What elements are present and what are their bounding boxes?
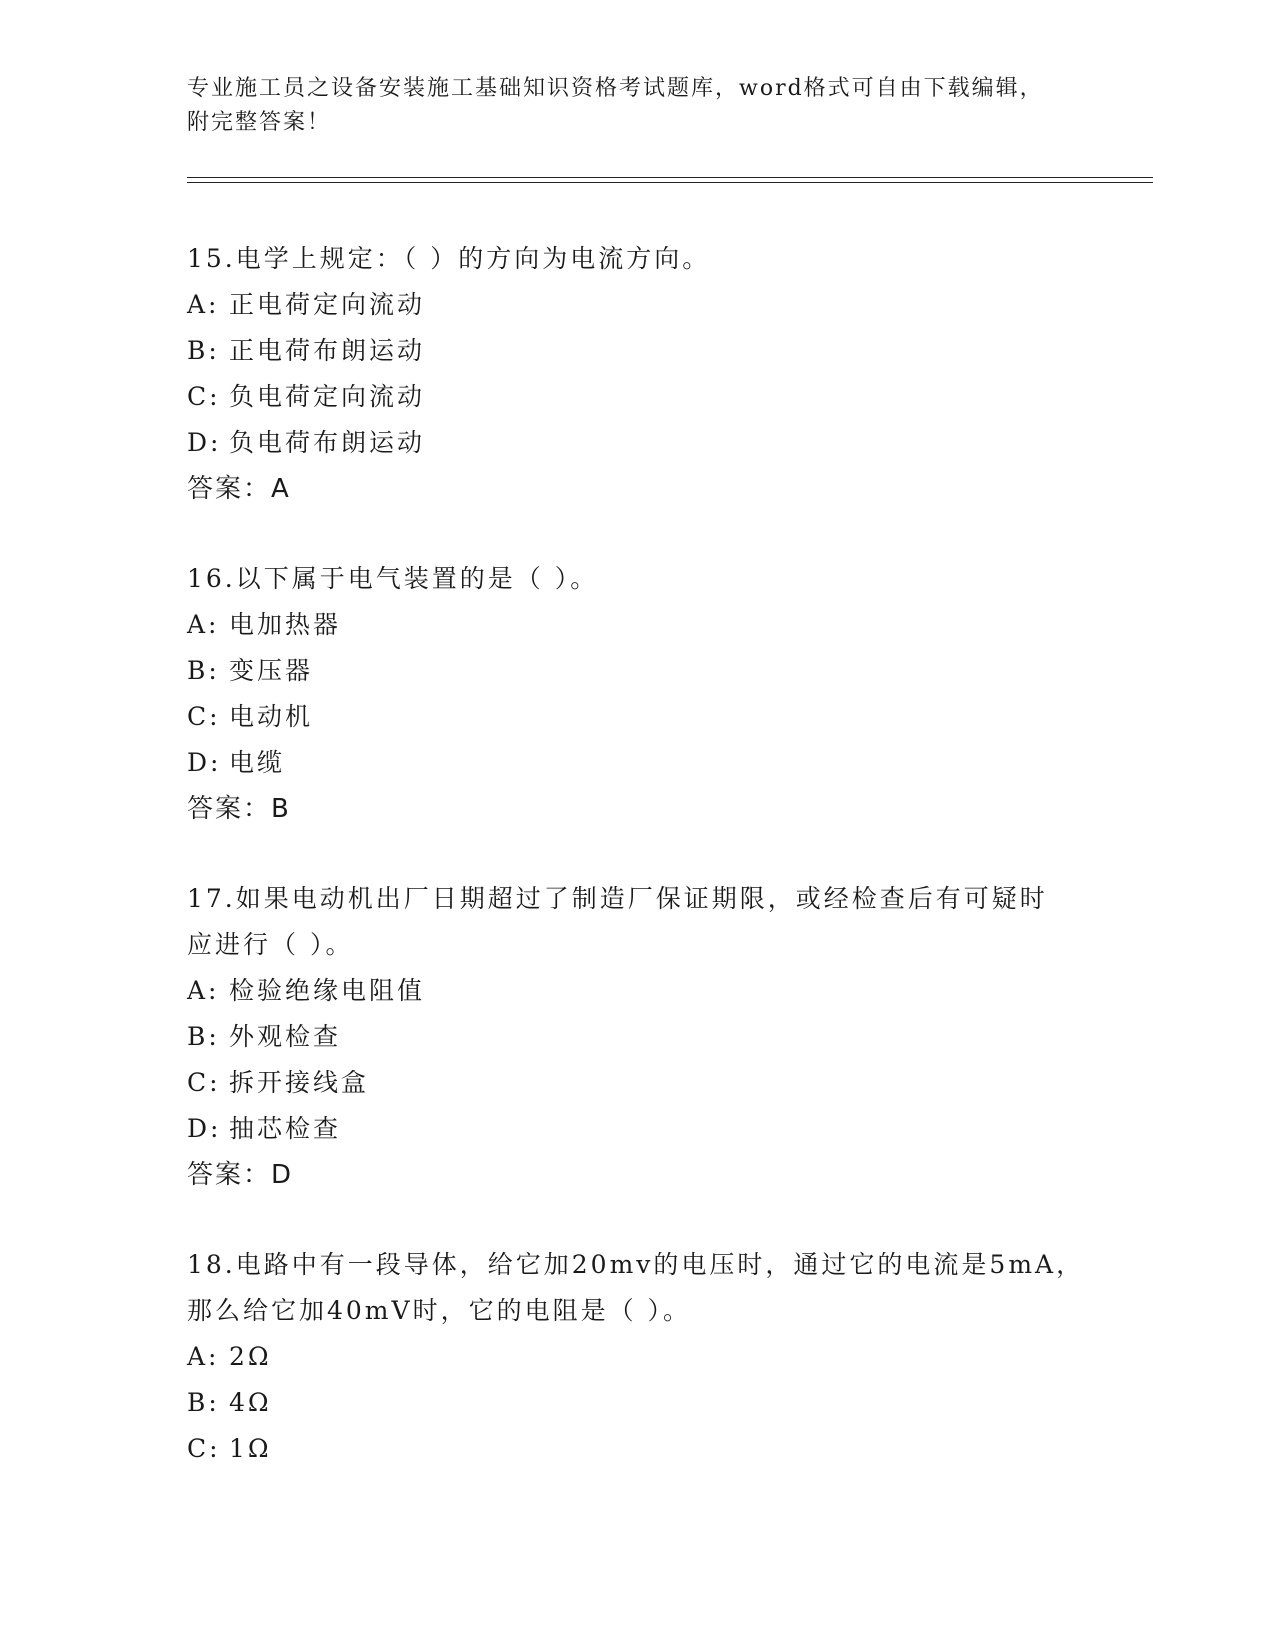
option-text: 正电荷定向流动: [229, 290, 426, 319]
answer-line: 答案：D: [187, 1160, 294, 1190]
question-stem: [187, 236, 1087, 282]
option-key: B:: [187, 1022, 220, 1051]
option-text: 负电荷定向流动: [229, 382, 426, 411]
option-a: [187, 282, 1087, 328]
option-text: 变压器: [229, 656, 314, 685]
option-b: [187, 648, 1087, 694]
question-stem: [187, 556, 1087, 602]
option-b: [187, 328, 1087, 374]
option-key: A:: [187, 1342, 220, 1371]
option-key: B:: [187, 1388, 220, 1417]
option-c: [187, 1060, 1087, 1106]
header-line-2: 附完整答案！: [187, 110, 332, 135]
option-text: 2Ω: [229, 1342, 272, 1371]
question-text: 电学上规定：（ ）的方向为电流方向。: [235, 244, 711, 273]
answer-line: 答案：A: [187, 474, 291, 504]
option-key: A:: [187, 976, 220, 1005]
header-divider-bottom: [187, 182, 1153, 183]
option-a: [187, 1334, 1087, 1380]
option-key: C:: [187, 1434, 221, 1463]
question-18: [187, 1242, 1087, 1472]
option-key: A:: [187, 290, 220, 319]
question-text: 以下属于电气装置的是（ ）。: [235, 564, 599, 593]
option-key: C:: [187, 702, 221, 731]
question-stem: [187, 876, 1087, 922]
option-a: [187, 968, 1087, 1014]
header-line-1: 专业施工员之设备安装施工基础知识资格考试题库，word格式可自由下载编辑，: [187, 76, 1044, 101]
option-key: D:: [187, 748, 222, 777]
answer-line: 答案：B: [187, 794, 291, 824]
option-text: 电动机: [229, 702, 314, 731]
question-16: [187, 556, 1087, 832]
question-15: [187, 236, 1087, 512]
option-d: [187, 420, 1087, 466]
option-key: B:: [187, 656, 220, 685]
option-key: C:: [187, 382, 221, 411]
document-header: [187, 72, 1087, 140]
option-c: [187, 1426, 1087, 1472]
option-c: [187, 374, 1087, 420]
option-text: 4Ω: [229, 1388, 272, 1417]
option-c: [187, 694, 1087, 740]
option-b: [187, 1380, 1087, 1426]
option-text: 电加热器: [229, 610, 342, 639]
question-number: 16.: [187, 564, 236, 593]
option-text: 抽芯检查: [229, 1114, 342, 1143]
question-stem: [187, 1242, 1087, 1288]
option-text: 拆开接线盒: [229, 1068, 370, 1097]
option-key: A:: [187, 610, 220, 639]
question-text: 电路中有一段导体，给它加20mv的电压时，通过它的电流是5mA，: [235, 1250, 1085, 1279]
option-b: [187, 1014, 1087, 1060]
question-number: 15.: [187, 244, 236, 273]
option-text: 负电荷布朗运动: [229, 428, 426, 457]
option-text: 电缆: [229, 748, 286, 777]
question-number: 18.: [187, 1250, 236, 1279]
question-text: 如果电动机出厂日期超过了制造厂保证期限，或经检查后有可疑时: [235, 884, 1048, 913]
option-a: [187, 602, 1087, 648]
question-stem-continued: 那么给它加40mV时，它的电阻是（ ）。: [187, 1296, 692, 1325]
question-stem-continued: 应进行（ ）。: [187, 930, 354, 959]
option-key: B:: [187, 336, 220, 365]
option-key: D:: [187, 1114, 222, 1143]
question-number: 17.: [187, 884, 236, 913]
option-text: 外观检查: [229, 1022, 342, 1051]
option-text: 正电荷布朗运动: [229, 336, 426, 365]
header-divider-top: [187, 177, 1153, 178]
option-text: 1Ω: [229, 1434, 272, 1463]
option-text: 检验绝缘电阻值: [229, 976, 426, 1005]
option-key: D:: [187, 428, 222, 457]
option-d: [187, 1106, 1087, 1152]
option-d: [187, 740, 1087, 786]
option-key: C:: [187, 1068, 221, 1097]
question-17: [187, 876, 1087, 1198]
